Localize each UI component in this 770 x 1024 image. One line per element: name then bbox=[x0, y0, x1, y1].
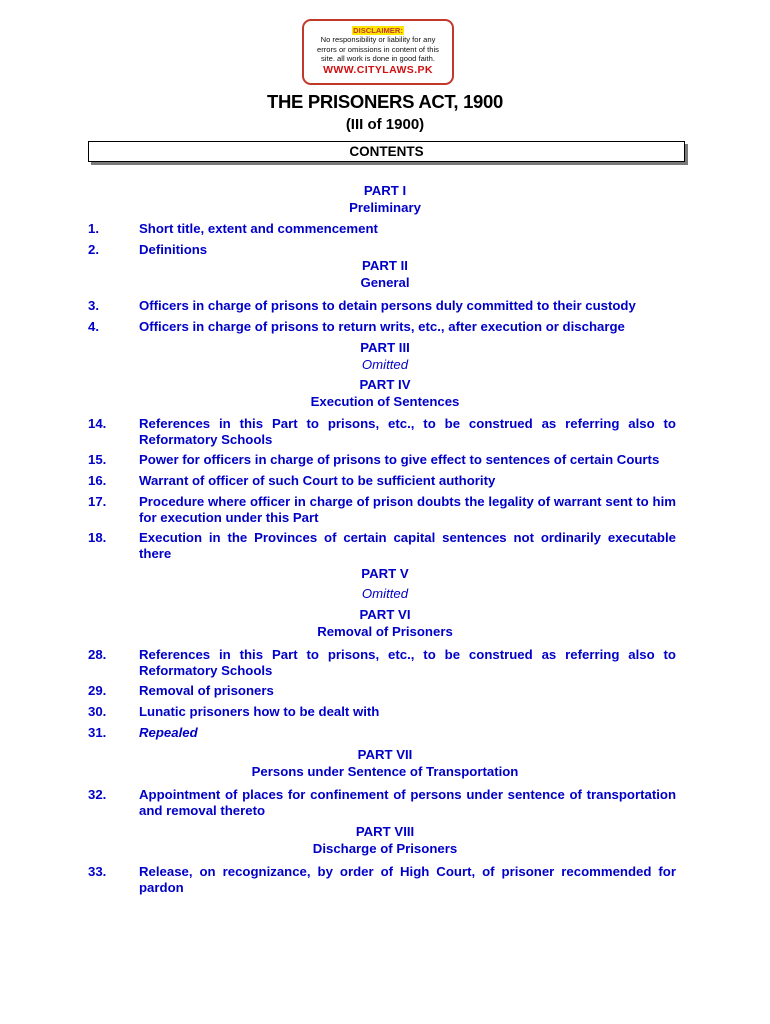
section-title: Release, on recognizance, by order of High Court, of prisoner recommended for pardon bbox=[139, 864, 676, 895]
section-title: Appointment of places for confinement of persons under sentence of transportation and removal thereto bbox=[139, 787, 676, 818]
part-number: PART VII bbox=[357, 747, 413, 762]
section-number: 16. bbox=[88, 473, 107, 488]
section-row[interactable] bbox=[0, 725, 770, 741]
section-row[interactable] bbox=[0, 242, 770, 258]
section-title: Removal of prisoners bbox=[139, 683, 274, 698]
part-name: Removal of Prisoners bbox=[317, 623, 453, 639]
part-number: PART VI bbox=[359, 607, 411, 622]
part-heading bbox=[0, 340, 770, 373]
document-title: THE PRISONERS ACT, 1900 bbox=[266, 91, 504, 112]
section-title: Short title, extent and commencement bbox=[139, 221, 378, 236]
disclaimer-stamp bbox=[302, 19, 454, 85]
section-title: Power for officers in charge of prisons to give effect to sentences of certain Courts bbox=[139, 452, 660, 467]
section-title: Procedure where officer in charge of prison doubts the legality of warrant sent to him for execution under this Part bbox=[139, 494, 676, 525]
part-name: Execution of Sentences bbox=[310, 393, 460, 409]
section-number: 15. bbox=[88, 452, 107, 467]
part-heading bbox=[0, 258, 770, 291]
section-number: 30. bbox=[88, 704, 107, 719]
section-row[interactable] bbox=[0, 704, 770, 720]
section-number: 1. bbox=[88, 221, 99, 236]
section-title: Officers in charge of prisons to return writs, etc., after execution or discharge bbox=[139, 319, 625, 334]
part-heading bbox=[0, 607, 770, 640]
part-name: Discharge of Prisoners bbox=[312, 840, 458, 856]
section-title: Lunatic prisoners how to be dealt with bbox=[139, 704, 380, 719]
section-row[interactable] bbox=[0, 319, 770, 335]
part-heading bbox=[0, 183, 770, 216]
section-row[interactable] bbox=[0, 864, 770, 895]
disclaimer-title: DISCLAIMER: bbox=[353, 26, 403, 35]
section-number: 33. bbox=[88, 864, 107, 879]
disclaimer-url: WWW.CITYLAWS.PK bbox=[323, 63, 433, 76]
part-heading bbox=[0, 824, 770, 857]
part-number: PART III bbox=[360, 340, 410, 355]
section-title: Officers in charge of prisons to detain persons duly committed to their custody bbox=[139, 298, 636, 313]
disclaimer-line-1: No responsibility or liability for any bbox=[320, 35, 436, 45]
section-row[interactable] bbox=[0, 416, 770, 447]
section-title: References in this Part to prisons, etc., to be construed as referring also to Reformatory Schools bbox=[139, 647, 676, 678]
disclaimer-line-2: errors or omissions in content of this bbox=[317, 44, 439, 54]
part-number: PART II bbox=[362, 258, 408, 273]
section-title: Execution in the Provinces of certain capital sentences not ordinarily executable there bbox=[139, 530, 676, 561]
section-title: Definitions bbox=[139, 242, 208, 257]
section-row[interactable] bbox=[0, 647, 770, 678]
section-title: Repealed bbox=[139, 725, 198, 740]
section-title: References in this Part to prisons, etc., to be construed as referring also to Reformatory Schools bbox=[139, 416, 676, 447]
part-name: General bbox=[360, 274, 410, 290]
section-row[interactable] bbox=[0, 452, 770, 468]
section-row[interactable] bbox=[0, 221, 770, 237]
part-heading bbox=[0, 747, 770, 780]
document-subtitle: (III of 1900) bbox=[345, 116, 425, 133]
part-name: Persons under Sentence of Transportation bbox=[251, 763, 519, 779]
section-number: 32. bbox=[88, 787, 107, 802]
section-row[interactable] bbox=[0, 494, 770, 525]
section-number: 4. bbox=[88, 319, 99, 334]
section-row[interactable] bbox=[0, 473, 770, 489]
section-title: Warrant of officer of such Court to be sufficient authority bbox=[139, 473, 496, 488]
part-number: PART I bbox=[363, 183, 407, 198]
section-number: 17. bbox=[88, 494, 107, 509]
part-name: Omitted bbox=[361, 585, 409, 601]
section-number: 2. bbox=[88, 242, 99, 257]
section-number: 31. bbox=[88, 725, 107, 740]
table-of-contents bbox=[0, 183, 770, 895]
part-heading bbox=[0, 377, 770, 410]
section-row[interactable] bbox=[0, 787, 770, 818]
part-number: PART VIII bbox=[355, 824, 415, 839]
section-row[interactable] bbox=[0, 298, 770, 314]
section-number: 14. bbox=[88, 416, 107, 431]
part-heading bbox=[0, 566, 770, 602]
contents-heading: CONTENTS bbox=[88, 141, 685, 162]
disclaimer-line-3: site. all work is done in good faith. bbox=[321, 54, 435, 64]
section-number: 3. bbox=[88, 298, 99, 313]
section-row[interactable] bbox=[0, 683, 770, 699]
section-number: 28. bbox=[88, 647, 107, 662]
part-number: PART V bbox=[361, 566, 409, 581]
part-name: Preliminary bbox=[349, 199, 421, 215]
section-row[interactable] bbox=[0, 530, 770, 561]
section-number: 18. bbox=[88, 530, 107, 545]
part-number: PART IV bbox=[359, 377, 411, 392]
section-number: 29. bbox=[88, 683, 107, 698]
part-name: Omitted bbox=[361, 356, 409, 372]
